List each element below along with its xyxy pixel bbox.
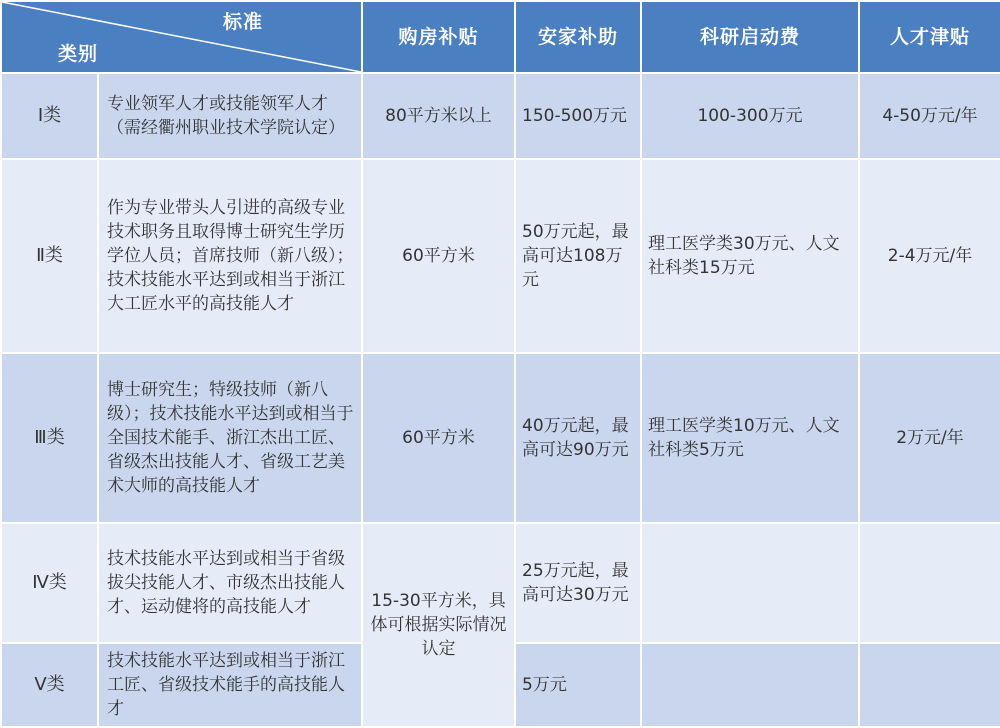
- header-row: [1, 1, 1000, 73]
- column-header-allowance: 人才津贴: [859, 1, 1000, 73]
- diagonal-divider: [2, 2, 361, 72]
- table-row: [1, 73, 1000, 159]
- settle-cell: 50万元起，最高可达108万元: [515, 159, 641, 353]
- corner-label-standard: 标准: [222, 11, 263, 33]
- settle-cell: 40万元起，最高可达90万元: [515, 353, 641, 523]
- settle-cell: 150-500万元: [515, 73, 641, 159]
- corner-header-cell: [1, 1, 362, 73]
- standard-cell: 技术技能水平达到或相当于浙江工匠、省级技术能手的高技能人才: [98, 643, 362, 727]
- allowance-cell: [859, 643, 1000, 727]
- housing-cell: 80平方米以上: [362, 73, 515, 159]
- settle-cell: 25万元起，最高可达30万元: [515, 523, 641, 643]
- corner-label-category: 类别: [58, 43, 99, 65]
- column-header-housing: 购房补贴: [362, 1, 515, 73]
- column-header-research: 科研启动费: [641, 1, 859, 73]
- column-header-settle: 安家补助: [515, 1, 641, 73]
- research-cell: 理工医学类10万元、人文社科类5万元: [641, 353, 859, 523]
- category-cell: Ⅲ类: [1, 353, 98, 523]
- research-cell: 理工医学类30万元、人文社科类15万元: [641, 159, 859, 353]
- allowance-cell: [859, 523, 1000, 643]
- housing-cell: 60平方米: [362, 159, 515, 353]
- research-cell: 100-300万元: [641, 73, 859, 159]
- standard-cell: 博士研究生；特级技师（新八级）；技术技能水平达到或相当于全国技术能手、浙江杰出工匠、省级杰出技能人才、省级工艺美术大师的高技能人才: [98, 353, 362, 523]
- settle-cell: 5万元: [515, 643, 641, 727]
- allowance-cell: 2万元/年: [859, 353, 1000, 523]
- standard-cell: 技术技能水平达到或相当于省级拔尖技能人才、市级杰出技能人才、运动健将的高技能人才: [98, 523, 362, 643]
- allowance-cell: 4-50万元/年: [859, 73, 1000, 159]
- category-cell: Ⅰ类: [1, 73, 98, 159]
- standard-cell: 专业领军人才或技能领军人才（需经衢州职业技术学院认定）: [98, 73, 362, 159]
- research-cell: [641, 643, 859, 727]
- table-row: [1, 523, 1000, 643]
- allowance-cell: 2-4万元/年: [859, 159, 1000, 353]
- table-row: [1, 159, 1000, 353]
- category-cell: Ⅴ类: [1, 643, 98, 727]
- category-cell: Ⅳ类: [1, 523, 98, 643]
- housing-cell: 15-30平方米，具体可根据实际情况认定: [362, 523, 515, 727]
- category-cell: Ⅱ类: [1, 159, 98, 353]
- research-cell: [641, 523, 859, 643]
- table-row: [1, 353, 1000, 523]
- standard-cell: 作为专业带头人引进的高级专业技术职务且取得博士研究生学历学位人员；首席技师（新八级）；技术技能水平达到或相当于浙江大工匠水平的高技能人才: [98, 159, 362, 353]
- housing-cell: 60平方米: [362, 353, 515, 523]
